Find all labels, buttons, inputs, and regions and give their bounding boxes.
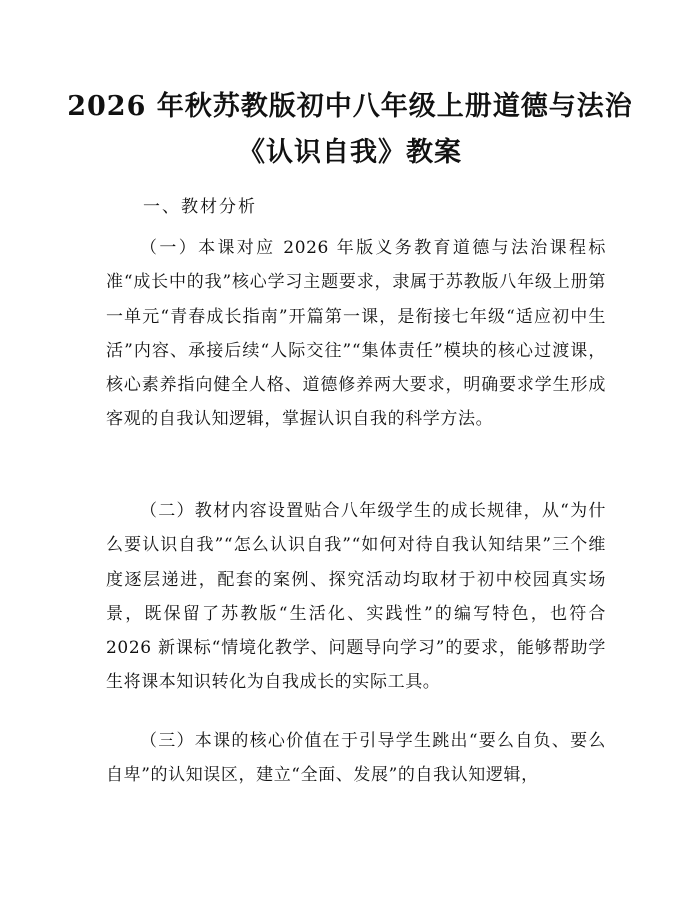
- paragraph-1: （一）本课对应 2026 年版义务教育道德与法治课程标准“成长中的我”核心学习主题要求，隶属于苏教版八年级上册第一单元“青春成长指南”开篇第一课，是衔接七年级“适应初中生活”内容、承接后续“人际交往”“集体责任”模块的核心过渡课，核心素养指向健全人格、道德修养两大要求，明确要求学生形成客观的自我认知逻辑，掌握认识自我的科学方法。: [106, 238, 606, 430]
- document-title-line-2: 《认识自我》教案: [238, 137, 462, 168]
- section-heading-textbook-analysis: 一、教材分析: [143, 197, 257, 217]
- document-title-line-1: 2026 年秋苏教版初中八年级上册道德与法治: [67, 91, 633, 122]
- paragraph-3: （三）本课的核心价值在于引导学生跳出“要么自负、要么自卑”的认知误区，建立“全面、发展”的自我认知逻辑，: [106, 731, 606, 786]
- paragraph-2: （二）教材内容设置贴合八年级学生的成长规律，从“为什么要认识自我”“怎么认识自我”“如何对待自我认知结果”三个维度逐层递进，配套的案例、探究活动均取材于初中校园真实场景，既保留了苏教版“生活化、实践性”的编写特色，也符合 2026 新课标“情境化教学、问题导向学习”的要求，能够帮助学生将课本知识转化为自我成长的实际工具。: [106, 501, 606, 693]
